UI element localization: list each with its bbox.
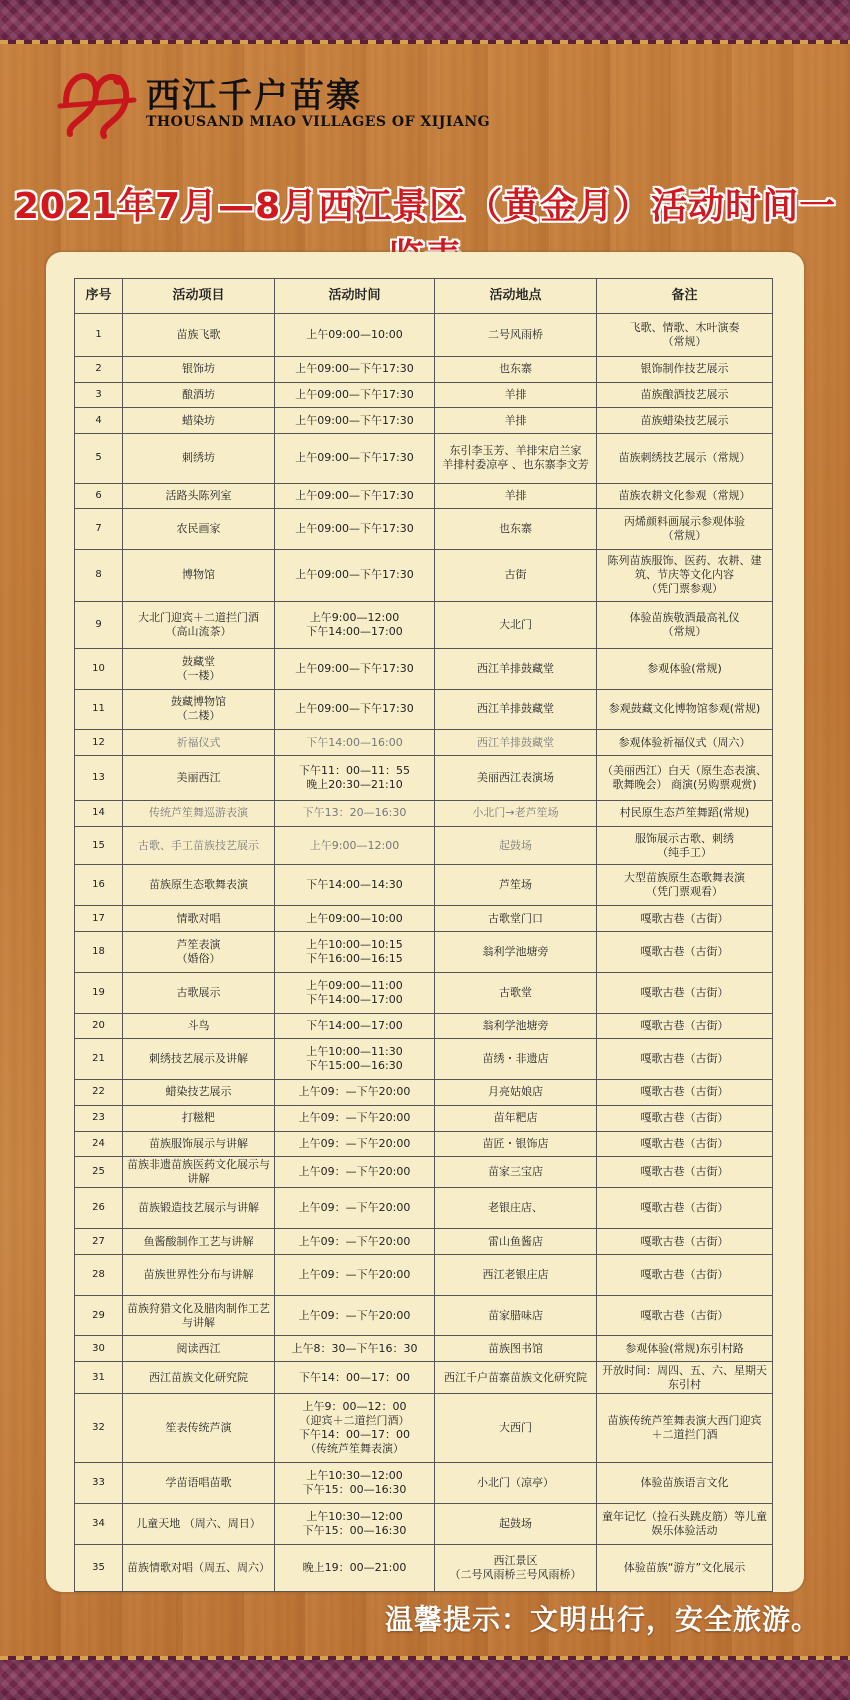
- table-row: [75, 1039, 773, 1080]
- cell-place: 苗匠・银饰店: [435, 1131, 597, 1157]
- header-no: 序号: [75, 279, 123, 314]
- cell-item: 笙表传统芦演: [123, 1394, 275, 1463]
- cell-time: 上午09:00—10:00: [275, 314, 435, 357]
- cell-no: 31: [75, 1362, 123, 1394]
- cell-time: 上午09：—下午20:00: [275, 1295, 435, 1336]
- table-row: [75, 865, 773, 906]
- cell-place: 雷山鱼酱店: [435, 1229, 597, 1255]
- logo-chinese-name: 西江千户苗寨: [146, 76, 362, 116]
- cell-item: 鼓藏堂 （一楼）: [123, 648, 275, 689]
- cell-place: 苗绣・非遗店: [435, 1039, 597, 1080]
- cell-note: 开放时间：周四、五、六、星期天 东引村: [597, 1362, 773, 1394]
- cell-item: 蜡染技艺展示: [123, 1080, 275, 1106]
- table-row: [75, 1080, 773, 1106]
- table-row: [75, 1336, 773, 1362]
- cell-place: 大北门: [435, 601, 597, 648]
- table-row: [75, 801, 773, 827]
- cell-item: 鼓藏博物馆 （二楼）: [123, 689, 275, 730]
- cell-place: 也东寨: [435, 356, 597, 382]
- cell-item: 古歌、手工苗族技艺展示: [123, 826, 275, 865]
- cell-item: 苗族飞歌: [123, 314, 275, 357]
- cell-note: 嘎歌古巷（古街）: [597, 1157, 773, 1188]
- cell-no: 4: [75, 408, 123, 434]
- cell-note: 嘎歌古巷（古街）: [597, 931, 773, 972]
- schedule-panel: [46, 252, 804, 1592]
- cell-no: 33: [75, 1463, 123, 1504]
- schedule-table: [74, 278, 773, 1592]
- table-row: [75, 1295, 773, 1336]
- cell-note: 苗族蜡染技艺展示: [597, 408, 773, 434]
- cell-time: 上午09:00—10:00: [275, 906, 435, 932]
- table-row: [75, 382, 773, 408]
- cell-place: 芦笙场: [435, 865, 597, 906]
- cell-time: 上午10:00—10:15 下午16:00—16:15: [275, 931, 435, 972]
- cell-no: 11: [75, 689, 123, 730]
- cell-note: 大型苗族原生态歌舞表演 （凭门票观看）: [597, 865, 773, 906]
- table-row: [75, 483, 773, 509]
- cell-item: 苗族原生态歌舞表演: [123, 865, 275, 906]
- cell-place: 老银庄店、: [435, 1188, 597, 1229]
- cell-note: 嘎歌古巷（古街）: [597, 972, 773, 1013]
- cell-time: 下午14:00—14:30: [275, 865, 435, 906]
- table-row: [75, 1188, 773, 1229]
- logo-english-name: THOUSAND MIAO VILLAGES OF XIJIANG: [146, 114, 491, 130]
- table-row: [75, 1394, 773, 1463]
- cell-item: 西江苗族文化研究院: [123, 1362, 275, 1394]
- cell-time: 下午14:00—16:00: [275, 730, 435, 756]
- cell-item: 苗族世界性分布与讲解: [123, 1254, 275, 1295]
- table-row: [75, 408, 773, 434]
- cell-no: 1: [75, 314, 123, 357]
- cell-note: 苗族酿酒技艺展示: [597, 382, 773, 408]
- cell-item: 打糍粑: [123, 1105, 275, 1131]
- cell-no: 21: [75, 1039, 123, 1080]
- cell-item: 苗族情歌对唱（周五、周六）: [123, 1544, 275, 1591]
- cell-item: 刺绣技艺展示及讲解: [123, 1039, 275, 1080]
- cell-place: 西江景区 （二号风雨桥三号风雨桥）: [435, 1544, 597, 1591]
- cell-place: 东引李玉芳、羊排宋启兰家 羊排村委凉亭 、也东寨李文芳: [435, 434, 597, 483]
- cell-note: 参观体验(常规)东引村路: [597, 1336, 773, 1362]
- cell-time: 上午09:00—下午17:30: [275, 483, 435, 509]
- cell-time: 上午09:00—下午17:30: [275, 689, 435, 730]
- cell-time: 上午09：—下午20:00: [275, 1157, 435, 1188]
- cell-note: 嘎歌古巷（古街）: [597, 1131, 773, 1157]
- cell-note: 嘎歌古巷（古街）: [597, 1105, 773, 1131]
- cell-no: 32: [75, 1394, 123, 1463]
- cell-note: 丙烯颜料画展示参观体验 （常规）: [597, 509, 773, 550]
- header-note: 备注: [597, 279, 773, 314]
- cell-item: 蜡染坊: [123, 408, 275, 434]
- cell-item: 苗族狩猎文化及腊肉制作工艺与讲解: [123, 1295, 275, 1336]
- cell-note: 嘎歌古巷（古街）: [597, 906, 773, 932]
- table-row: [75, 906, 773, 932]
- cell-place: 西江羊排鼓藏堂: [435, 730, 597, 756]
- cell-no: 19: [75, 972, 123, 1013]
- table-row: [75, 434, 773, 483]
- warm-tip: 温馨提示：文明出行，安全旅游。: [384, 1603, 820, 1636]
- cell-place: 翁利学池塘旁: [435, 1013, 597, 1039]
- table-row: [75, 931, 773, 972]
- cell-item: 情歌对唱: [123, 906, 275, 932]
- cell-note: 体验苗族敬酒最高礼仪 （常规）: [597, 601, 773, 648]
- cell-no: 28: [75, 1254, 123, 1295]
- cell-time: 上午09:00—下午17:30: [275, 408, 435, 434]
- cell-item: 学苗语唱苗歌: [123, 1463, 275, 1504]
- cell-no: 10: [75, 648, 123, 689]
- cell-time: 晚上19：00—21:00: [275, 1544, 435, 1591]
- cell-place: 苗年粑店: [435, 1105, 597, 1131]
- cell-item: 刺绣坊: [123, 434, 275, 483]
- cell-time: 上午09：—下午20:00: [275, 1229, 435, 1255]
- cell-no: 34: [75, 1503, 123, 1544]
- cell-no: 17: [75, 906, 123, 932]
- cell-item: 苗族锻造技艺展示与讲解: [123, 1188, 275, 1229]
- cell-no: 24: [75, 1131, 123, 1157]
- cell-item: 苗族非遗苗族医药文化展示与讲解: [123, 1157, 275, 1188]
- table-row: [75, 1157, 773, 1188]
- cell-time: 上午9：00—12：00 （迎宾＋二道拦门酒） 下午14：00—17：00 （传统芦笙舞表演）: [275, 1394, 435, 1463]
- cell-note: 童年记忆（捡石头跳皮筋）等儿童娱乐体验活动: [597, 1503, 773, 1544]
- cell-time: 上午09:00—下午17:30: [275, 434, 435, 483]
- cell-time: 上午09：—下午20:00: [275, 1188, 435, 1229]
- cell-place: 羊排: [435, 483, 597, 509]
- cell-no: 7: [75, 509, 123, 550]
- cell-no: 25: [75, 1157, 123, 1188]
- table-row: [75, 601, 773, 648]
- cell-item: 鱼酱酸制作工艺与讲解: [123, 1229, 275, 1255]
- cell-note: 参观鼓藏文化博物馆参观(常规): [597, 689, 773, 730]
- table-row: [75, 689, 773, 730]
- cell-time: 上午09:00—下午17:30: [275, 382, 435, 408]
- cell-note: 体验苗族语言文化: [597, 1463, 773, 1504]
- table-row: [75, 730, 773, 756]
- table-row: [75, 1503, 773, 1544]
- cell-time: 上午09：—下午20:00: [275, 1254, 435, 1295]
- cell-no: 3: [75, 382, 123, 408]
- cell-no: 9: [75, 601, 123, 648]
- cell-item: 斗鸟: [123, 1013, 275, 1039]
- cell-item: 博物馆: [123, 550, 275, 602]
- cell-time: 上午09：—下午20:00: [275, 1105, 435, 1131]
- cell-place: 西江千户苗寨苗族文化研究院: [435, 1362, 597, 1394]
- cell-note: 银饰制作技艺展示: [597, 356, 773, 382]
- table-row: [75, 1544, 773, 1591]
- table-row: [75, 356, 773, 382]
- cell-place: 二号风雨桥: [435, 314, 597, 357]
- table-row: [75, 1131, 773, 1157]
- cell-note: 嘎歌古巷（古街）: [597, 1013, 773, 1039]
- cell-item: 农民画家: [123, 509, 275, 550]
- cell-time: 上午10:30—12:00 下午15：00—16:30: [275, 1463, 435, 1504]
- cell-place: 起鼓场: [435, 1503, 597, 1544]
- cell-place: 也东寨: [435, 509, 597, 550]
- table-row: [75, 1254, 773, 1295]
- cell-note: 参观体验祈福仪式（周六）: [597, 730, 773, 756]
- cell-time: 上午09：—下午20:00: [275, 1131, 435, 1157]
- cell-note: 嘎歌古巷（古街）: [597, 1039, 773, 1080]
- bottom-pattern-band: [0, 1656, 850, 1700]
- table-row: [75, 826, 773, 865]
- table-row: [75, 1105, 773, 1131]
- table-row: [75, 1229, 773, 1255]
- cell-item: 传统芦笙舞巡游表演: [123, 801, 275, 827]
- cell-place: 小北门→老芦笙场: [435, 801, 597, 827]
- cell-time: 下午11：00—11：55 晚上20:30—21:10: [275, 756, 435, 801]
- cell-place: 起鼓场: [435, 826, 597, 865]
- cell-item: 大北门迎宾＋二道拦门酒 （高山流茶）: [123, 601, 275, 648]
- cell-no: 29: [75, 1295, 123, 1336]
- cell-place: 苗族图书馆: [435, 1336, 597, 1362]
- top-pattern-band: [0, 0, 850, 44]
- cell-note: 嘎歌古巷（古街）: [597, 1295, 773, 1336]
- cell-item: 祈福仪式: [123, 730, 275, 756]
- cell-item: 银饰坊: [123, 356, 275, 382]
- cell-time: 上午09:00—下午17:30: [275, 509, 435, 550]
- cell-place: 西江老银庄店: [435, 1254, 597, 1295]
- cell-note: 服饰展示古歌、刺绣 （纯手工）: [597, 826, 773, 865]
- cell-item: 活路头陈列室: [123, 483, 275, 509]
- cell-no: 13: [75, 756, 123, 801]
- cell-place: 羊排: [435, 382, 597, 408]
- cell-no: 20: [75, 1013, 123, 1039]
- cell-time: 上午8：30—下午16：30: [275, 1336, 435, 1362]
- cell-note: 苗族刺绣技艺展示（常规）: [597, 434, 773, 483]
- cell-item: 儿童天地 （周六、周日）: [123, 1503, 275, 1544]
- cell-note: 嘎歌古巷（古街）: [597, 1080, 773, 1106]
- cell-note: 村民原生态芦笙舞蹈(常规): [597, 801, 773, 827]
- cell-no: 6: [75, 483, 123, 509]
- cell-note: （美丽西江）白天（原生态表演、歌舞晚会） 商演(另购票观赏): [597, 756, 773, 801]
- table-row: [75, 1013, 773, 1039]
- cell-place: 古歌堂: [435, 972, 597, 1013]
- cell-no: 27: [75, 1229, 123, 1255]
- cell-no: 5: [75, 434, 123, 483]
- cell-place: 苗家三宝店: [435, 1157, 597, 1188]
- cell-item: 美丽西江: [123, 756, 275, 801]
- table-row: [75, 1362, 773, 1394]
- cell-no: 23: [75, 1105, 123, 1131]
- cell-note: 陈列苗族服饰、医药、农耕、建筑、节庆等文化内容 （凭门票参观）: [597, 550, 773, 602]
- header-place: 活动地点: [435, 279, 597, 314]
- cell-note: 苗族农耕文化参观（常规）: [597, 483, 773, 509]
- cell-note: 苗族传统芦笙舞表演大西门迎宾 ＋二道拦门酒: [597, 1394, 773, 1463]
- cell-no: 35: [75, 1544, 123, 1591]
- cell-time: 上午9:00—12:00 下午14:00—17:00: [275, 601, 435, 648]
- cell-place: 美丽西江表演场: [435, 756, 597, 801]
- cell-item: 古歌展示: [123, 972, 275, 1013]
- cell-place: 大西门: [435, 1394, 597, 1463]
- cell-time: 上午09:00—下午17:30: [275, 356, 435, 382]
- miao-logo-icon: [56, 62, 138, 142]
- cell-time: 下午14：00—17：00: [275, 1362, 435, 1394]
- cell-place: 月亮姑娘店: [435, 1080, 597, 1106]
- cell-time: 上午09:00—下午17:30: [275, 550, 435, 602]
- cell-note: 嘎歌古巷（古街）: [597, 1254, 773, 1295]
- cell-place: 小北门（凉亭）: [435, 1463, 597, 1504]
- cell-place: 翁利学池塘旁: [435, 931, 597, 972]
- cell-place: 羊排: [435, 408, 597, 434]
- cell-no: 8: [75, 550, 123, 602]
- cell-item: 酿酒坊: [123, 382, 275, 408]
- cell-item: 阅读西江: [123, 1336, 275, 1362]
- cell-note: 体验苗族“游方”文化展示: [597, 1544, 773, 1591]
- cell-time: 上午09：—下午20:00: [275, 1080, 435, 1106]
- cell-note: 嘎歌古巷（古街）: [597, 1188, 773, 1229]
- cell-time: 上午10:00—11:30 下午15:00—16:30: [275, 1039, 435, 1080]
- cell-time: 上午09:00—11:00 下午14:00—17:00: [275, 972, 435, 1013]
- table-row: [75, 648, 773, 689]
- cell-no: 30: [75, 1336, 123, 1362]
- cell-no: 18: [75, 931, 123, 972]
- cell-place: 古街: [435, 550, 597, 602]
- cell-no: 16: [75, 865, 123, 906]
- page-title: 2021年7月—8月西江景区（黄金月）活动时间一: [13, 186, 837, 227]
- table-row: [75, 756, 773, 801]
- header-item: 活动项目: [123, 279, 275, 314]
- cell-time: 上午10:30—12:00 下午15：00—16:30: [275, 1503, 435, 1544]
- cell-place: 苗家腊味店: [435, 1295, 597, 1336]
- table-header-row: [75, 279, 773, 314]
- header-time: 活动时间: [275, 279, 435, 314]
- cell-no: 22: [75, 1080, 123, 1106]
- cell-note: 参观体验(常规): [597, 648, 773, 689]
- table-row: [75, 550, 773, 602]
- cell-no: 14: [75, 801, 123, 827]
- cell-time: 下午13：20—16:30: [275, 801, 435, 827]
- table-body: [75, 314, 773, 1592]
- cell-time: 上午09:00—下午17:30: [275, 648, 435, 689]
- cell-no: 15: [75, 826, 123, 865]
- cell-place: 西江羊排鼓藏堂: [435, 648, 597, 689]
- cell-time: 下午14:00—17:00: [275, 1013, 435, 1039]
- table-row: [75, 972, 773, 1013]
- table-row: [75, 314, 773, 357]
- cell-item: 芦笙表演 （婚俗）: [123, 931, 275, 972]
- cell-note: 嘎歌古巷（古街）: [597, 1229, 773, 1255]
- table-row: [75, 509, 773, 550]
- cell-no: 26: [75, 1188, 123, 1229]
- cell-no: 2: [75, 356, 123, 382]
- cell-place: 古歌堂门口: [435, 906, 597, 932]
- cell-note: 飞歌、情歌、木叶演奏 （常规）: [597, 314, 773, 357]
- cell-item: 苗族服饰展示与讲解: [123, 1131, 275, 1157]
- cell-time: 上午9:00—12:00: [275, 826, 435, 865]
- table-row: [75, 1463, 773, 1504]
- cell-place: 西江羊排鼓藏堂: [435, 689, 597, 730]
- logo: [56, 62, 491, 142]
- cell-no: 12: [75, 730, 123, 756]
